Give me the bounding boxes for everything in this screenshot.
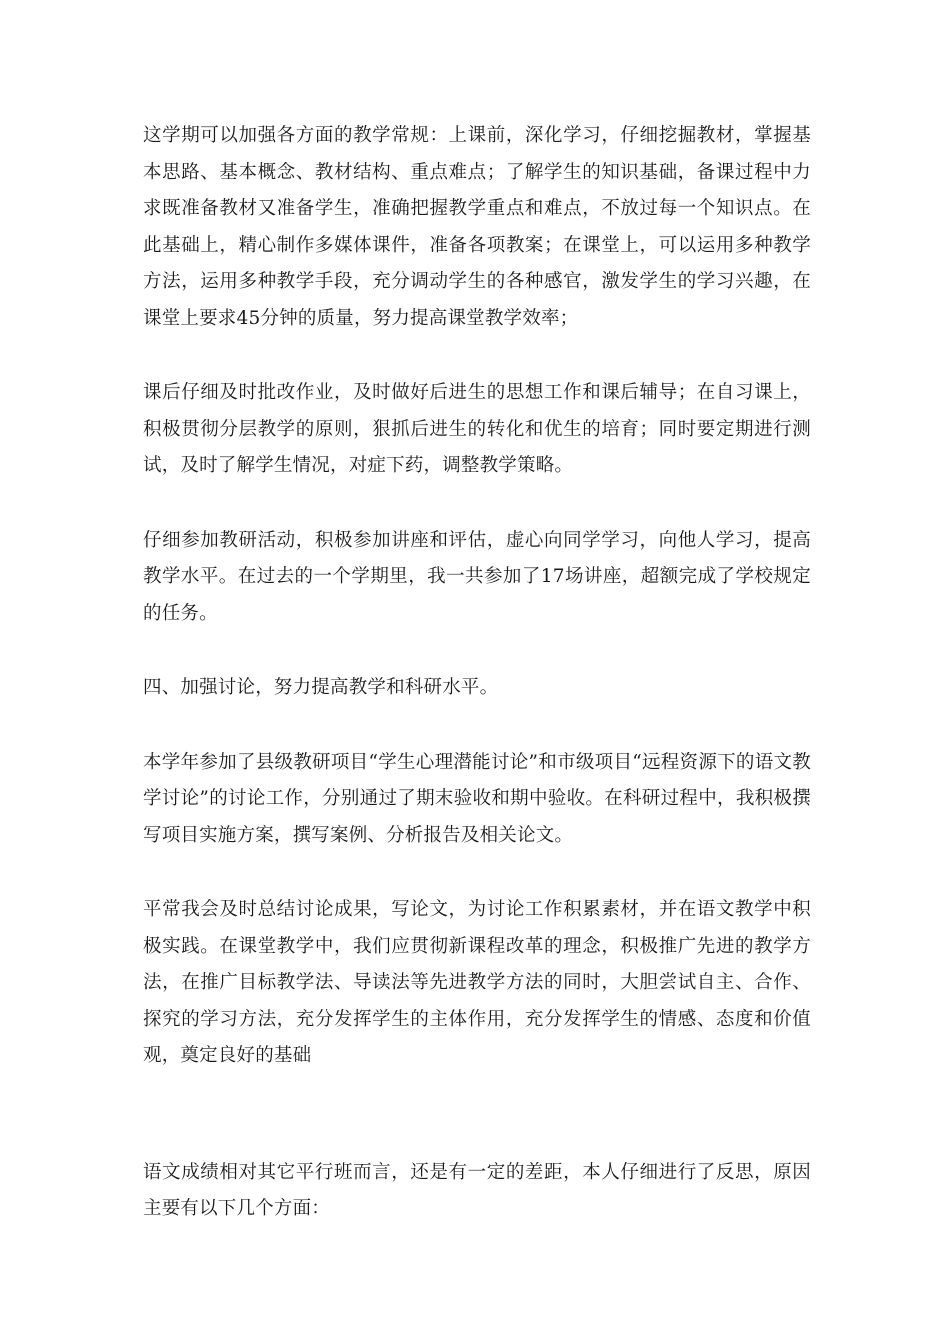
paragraph-spacer <box>143 337 811 375</box>
paragraph-after-class: 课后仔细及时批改作业，及时做好后进生的思想工作和课后辅导；在自习课上，积极贯彻分层教学的原则，狠抓后进生的转化和优生的培育；同时要定期进行测试，及时了解学生情况，对症下药，调整教学策略。 <box>143 382 811 476</box>
paragraph-spacer <box>143 707 811 745</box>
paragraph-reflection: 语文成绩相对其它平行班而言，还是有一定的差距，本人仔细进行了反思，原因主要有以下几个方面： <box>143 1161 811 1219</box>
paragraph-spacer <box>143 854 811 892</box>
paragraph-spacer <box>143 485 811 523</box>
paragraph-spacer-large <box>143 1075 811 1155</box>
paragraph-research-activities: 仔细参加教研活动，积极参加讲座和评估，虚心向同学学习，向他人学习，提高教学水平。在过去的一个学期里，我一共参加了17场讲座，超额完成了学校规定的任务。 <box>143 529 811 624</box>
paragraph-research-projects: 本学年参加了县级教研项目“学生心理潜能讨论”和市级项目“远程资源下的语文教学讨论”的讨论工作，分别通过了期末验收和期中验收。在科研过程中，我积极撰写项目实施方案，撰写案例、分析报告及相关论文。 <box>143 751 811 846</box>
paragraph-spacer <box>143 632 811 670</box>
paragraph-practice: 平常我会及时总结讨论成果，写论文，为讨论工作积累素材，并在语文教学中积极实践。在课堂教学中，我们应贯彻新课程改革的理念，积极推广先进的教学方法，在推广目标教学法、导读法等先进教学方法的同时，大胆尝试自主、合作、探究的学习方法，充分发挥学生的主体作用，充分发挥学生的情感、态度和价值观，奠定良好的基础 <box>143 899 811 1066</box>
paragraph-teaching-routine: 这学期可以加强各方面的教学常规：上课前，深化学习，仔细挖掘教材，掌握基本思路、基本概念、教材结构、重点难点；了解学生的知识基础，备课过程中力求既准备教材又准备学生，准确把握教学重点和难点，不放过每一个知识点。在此基础上，精心制作多媒体课件，准备各项教案；在课堂上，可以运用多种教学方法，运用多种教学手段，充分调动学生的各种感官，激发学生的学习兴趣，在课堂上要求45分钟的质量，努力提高课堂教学效率； <box>143 125 811 329</box>
section-heading-four: 四、加强讨论，努力提高教学和科研水平。 <box>143 677 499 698</box>
document-body <box>143 118 811 1228</box>
